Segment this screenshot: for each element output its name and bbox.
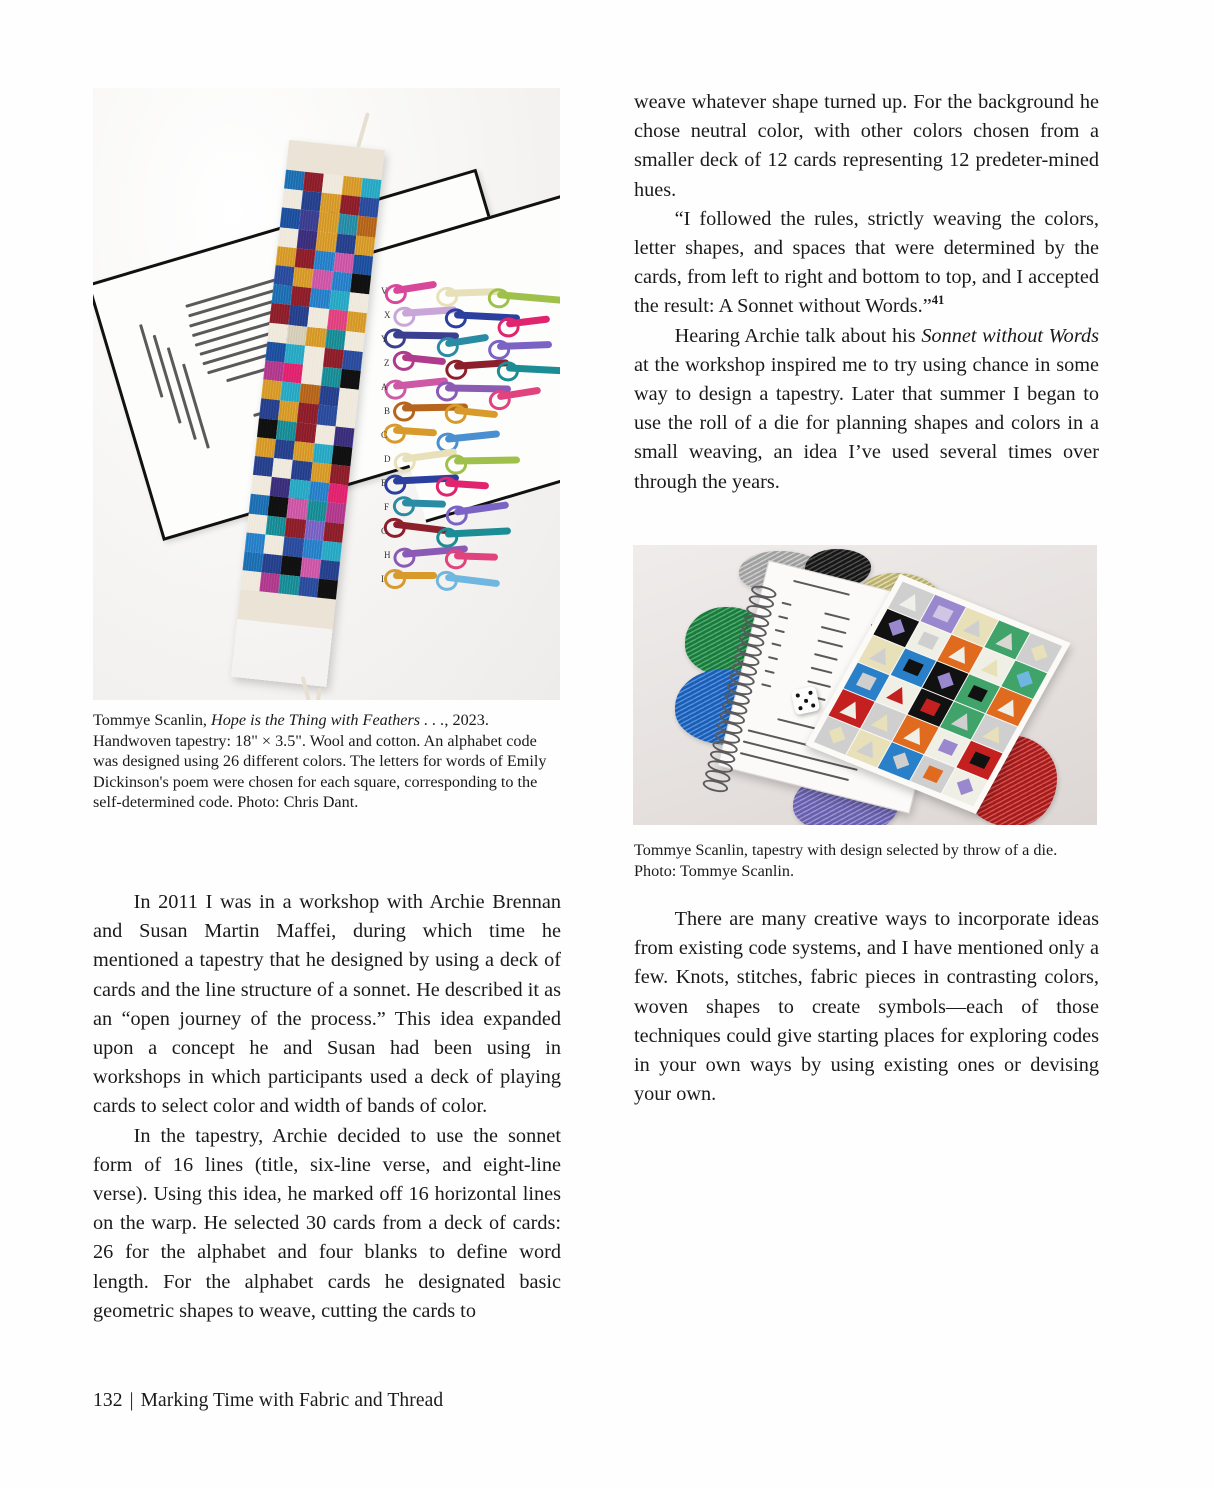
footer-separator: | bbox=[129, 1390, 134, 1411]
dia-motif bbox=[1031, 644, 1048, 661]
tapestry-cell bbox=[286, 324, 307, 345]
sq-motif bbox=[937, 738, 958, 756]
floss-letter-label: B bbox=[384, 406, 391, 416]
tapestry-cell bbox=[346, 312, 367, 333]
tapestry-cell bbox=[323, 522, 344, 543]
tapestry-cell bbox=[278, 227, 299, 248]
floss-letter-label: D bbox=[384, 454, 391, 464]
tapestry-cell bbox=[268, 496, 289, 517]
tapestry-cell bbox=[303, 172, 324, 193]
tapestry-cell bbox=[327, 483, 348, 504]
tapestry-cell bbox=[266, 515, 287, 536]
tapestry-cell bbox=[295, 248, 316, 269]
tapestry-cell bbox=[289, 305, 310, 326]
tapestry-cell bbox=[280, 208, 301, 229]
tapestry-cell bbox=[262, 554, 283, 575]
floss-letter-label: Z bbox=[384, 358, 390, 368]
page-footer bbox=[93, 1388, 443, 1414]
tapestry-cell bbox=[272, 458, 293, 479]
figure-1-photo bbox=[93, 88, 560, 700]
floss-letter-label: X bbox=[384, 310, 391, 320]
tri-motif bbox=[995, 629, 1020, 650]
tri-motif bbox=[871, 711, 896, 732]
tapestry-cell bbox=[282, 363, 303, 384]
caption-title: Hope is the Thing with Feathers . . . bbox=[211, 711, 445, 729]
tapestry-cell bbox=[251, 475, 272, 496]
tapestry-cell bbox=[327, 309, 348, 330]
tapestry-cell bbox=[329, 290, 350, 311]
tri-motif bbox=[950, 710, 975, 731]
par3-lead: Hearing Archie talk about his bbox=[674, 324, 922, 347]
sq-motif bbox=[969, 751, 990, 769]
dia-motif bbox=[828, 727, 845, 744]
tapestry-cell bbox=[342, 350, 363, 371]
tapestry-cell bbox=[312, 443, 333, 464]
tapestry-cell bbox=[291, 286, 312, 307]
tapestry-cell bbox=[284, 170, 305, 191]
tapestry-cell bbox=[249, 494, 270, 515]
tapestry-cell bbox=[335, 407, 356, 428]
tapestry-cell bbox=[255, 437, 276, 458]
tri-motif bbox=[856, 738, 881, 759]
tapestry-cell bbox=[284, 344, 305, 365]
paragraph-many-creative-ways: There are many creative ways to incorporate ideas from existing code systems, and I have mentioned only a few. Knots, stitches, fabric pieces in contrasting colors, woven shapes to create symbols—each of those techniques could give starting places for exploring codes in your own ways by using existing ones or devising your own. bbox=[634, 908, 1099, 1106]
tapestry-cell bbox=[270, 477, 291, 498]
tapestry-cell bbox=[285, 517, 306, 538]
tapestry-cell bbox=[257, 418, 278, 439]
tapestry-cell bbox=[253, 456, 274, 477]
floss-letter-label: I bbox=[381, 574, 384, 584]
dia-motif bbox=[937, 672, 954, 689]
tapestry-cell bbox=[316, 405, 337, 426]
tapestry-cell bbox=[299, 210, 320, 231]
tapestry-cell bbox=[287, 498, 308, 519]
tapestry-cell bbox=[295, 422, 316, 443]
tapestry-cell bbox=[279, 575, 300, 596]
tapestry-cell bbox=[339, 195, 360, 216]
tapestry-cell bbox=[260, 573, 281, 594]
sq-motif bbox=[920, 699, 941, 717]
tapestry-cell bbox=[293, 267, 314, 288]
tapestry-cell bbox=[274, 265, 295, 286]
tapestry-cell bbox=[318, 212, 339, 233]
dia-motif bbox=[888, 619, 905, 636]
floss-letter-label: V bbox=[381, 286, 388, 296]
tri-motif bbox=[903, 724, 928, 745]
tapestry-cell bbox=[240, 571, 261, 592]
caption-rest: , 2023. Handwoven tapestry: 18" × 3.5". Wool and cotton. An alphabet code was designed using 26 different colors. The letters for words of Emily Dickinson's poem were chosen for each square, corresponding to the self-determined code. Photo: Chris Dant. bbox=[93, 711, 547, 812]
tri-motif bbox=[899, 590, 924, 611]
tapestry-cell bbox=[299, 384, 320, 405]
floss-letter-label: H bbox=[384, 550, 391, 560]
tapestry-cell bbox=[297, 403, 318, 424]
tapestry-cell bbox=[354, 235, 375, 256]
tapestry-cell bbox=[338, 388, 359, 409]
tapestry-cell bbox=[264, 534, 285, 555]
tapestry-cell bbox=[325, 329, 346, 350]
floss-letter-label: E bbox=[381, 478, 387, 488]
tapestry-cell bbox=[265, 341, 286, 362]
dia-motif bbox=[892, 753, 909, 770]
floss-skein bbox=[402, 499, 446, 508]
tapestry-cell bbox=[272, 284, 293, 305]
tapestry-cell bbox=[331, 271, 352, 292]
tapestry-cell bbox=[301, 365, 322, 386]
tapestry-cell bbox=[317, 579, 338, 600]
tapestry-cell bbox=[247, 513, 268, 534]
tri-motif bbox=[997, 696, 1022, 717]
tapestry-cell bbox=[337, 214, 358, 235]
tapestry-cell bbox=[300, 558, 321, 579]
figure-2-caption: Tommye Scanlin, tapestry with design selected by throw of a die. Photo: Tommye Scanlin. bbox=[634, 841, 1058, 880]
tapestry-cell bbox=[314, 250, 335, 271]
tapestry-cell bbox=[314, 424, 335, 445]
tapestry-cell bbox=[281, 556, 302, 577]
tapestry-cell bbox=[304, 519, 325, 540]
tapestry-cell bbox=[303, 346, 324, 367]
tapestry-cell bbox=[245, 532, 266, 553]
sq-motif bbox=[918, 632, 939, 650]
quote-text: “I followed the rules, strictly weaving the colors, letter shapes, and spaces that were determined by the cards, from left to right and bottom to top, and I accepted the result: A Sonnet without Words.” bbox=[634, 207, 1099, 318]
tapestry-cell bbox=[321, 367, 342, 388]
tapestry-cell bbox=[293, 441, 314, 462]
floss-letter-label: F bbox=[384, 502, 390, 512]
sq-motif bbox=[933, 605, 954, 623]
tapestry-cell bbox=[276, 246, 297, 267]
tapestry-cell bbox=[280, 382, 301, 403]
tapestry-cell bbox=[283, 537, 304, 558]
tapestry-cell bbox=[333, 252, 354, 273]
tapestry-cell bbox=[352, 254, 373, 275]
tri-motif bbox=[886, 684, 911, 705]
tapestry-cell bbox=[360, 178, 381, 199]
tapestry-cell bbox=[291, 460, 312, 481]
tapestry-cell bbox=[306, 327, 327, 348]
tapestry-cell bbox=[312, 269, 333, 290]
tapestry-cell bbox=[289, 479, 310, 500]
tapestry-cell bbox=[341, 176, 362, 197]
tapestry-cell bbox=[321, 541, 342, 562]
tapestry-cell bbox=[282, 189, 303, 210]
tri-motif bbox=[839, 698, 864, 719]
running-title: Marking Time with Fabric and Thread bbox=[140, 1390, 444, 1411]
page-number: 132 bbox=[93, 1390, 123, 1411]
figure-2-photo bbox=[633, 545, 1097, 825]
tapestry-cell bbox=[320, 193, 341, 214]
caption-artist: Tommye Scanlin, bbox=[93, 711, 212, 729]
tapestry-cell bbox=[298, 577, 319, 598]
tapestry-cell bbox=[310, 288, 331, 309]
tapestry-cell bbox=[319, 560, 340, 581]
tapestry-cell bbox=[322, 174, 343, 195]
tapestry-cell bbox=[348, 292, 369, 313]
tapestry-cell bbox=[302, 539, 323, 560]
floss-letter-label: Y bbox=[381, 334, 388, 344]
footnote-marker-41: 41 bbox=[931, 293, 945, 308]
tapestry-cell bbox=[331, 445, 352, 466]
tapestry-cell bbox=[308, 481, 329, 502]
floss-skein bbox=[454, 456, 520, 464]
figure-1-caption bbox=[93, 710, 553, 813]
tapestry-cell bbox=[329, 464, 350, 485]
tapestry-cell bbox=[316, 231, 337, 252]
sq-motif bbox=[922, 765, 943, 783]
tapestry-cell bbox=[358, 197, 379, 218]
tapestry-cell bbox=[318, 386, 339, 407]
tapestry-cell bbox=[308, 307, 329, 328]
paragraph-sonnet-form: In the tapestry, Archie decided to use the sonnet form of 16 lines (title, six-line verse, and eight-line verse). Using this idea, he marked off 16 horizontal lines on the warp. He selected 30 cards from a deck of cards: 26 for the alphabet and four blanks to define word length. For the alphabet cards he designated basic geometric shapes to weave, cutting the cards to bbox=[93, 1124, 561, 1322]
tri-motif bbox=[948, 643, 973, 664]
right-column-body-lower bbox=[634, 905, 1099, 1109]
tapestry-cell bbox=[276, 420, 297, 441]
sq-motif bbox=[856, 673, 877, 691]
paragraph-workshop-2011: In 2011 I was in a workshop with Archie Brennan and Susan Martin Maffei, during which time he mentioned a tapestry that he designed by using a deck of cards and the line structure of a sonnet. He described it as an “open journey of the process.” This idea expanded upon a concept he and Susan had been using in workshops in which participants used a deck of playing cards to select color and width of bands of color. bbox=[93, 891, 561, 1118]
tapestry-cell bbox=[333, 426, 354, 447]
floss-skein bbox=[393, 572, 437, 579]
left-column-body bbox=[93, 888, 561, 1326]
sq-motif bbox=[967, 685, 988, 703]
tapestry-cell bbox=[310, 462, 331, 483]
floss-letter-label: A bbox=[381, 382, 388, 392]
tapestry-cell bbox=[269, 303, 290, 324]
work-title-sonnet-without-words: Sonnet without Words bbox=[921, 324, 1099, 347]
white-die bbox=[791, 686, 821, 716]
paragraph-followed-rules bbox=[634, 205, 1099, 322]
tapestry-cell bbox=[278, 401, 299, 422]
right-column-body bbox=[634, 88, 1099, 497]
tapestry-cell bbox=[261, 380, 282, 401]
tapestry-cell bbox=[350, 273, 371, 294]
paragraph-hearing-archie bbox=[634, 322, 1099, 497]
tapestry-cell bbox=[297, 229, 318, 250]
tri-motif bbox=[982, 723, 1007, 744]
sq-motif bbox=[903, 659, 924, 677]
par3-rest: at the workshop inspired me to try using chance in some way to design a tapestry. Later that summer I began to use the roll of a die for planning shapes and colors in a small weaving, an idea I’ve used several times over through the years. bbox=[634, 353, 1099, 493]
tri-motif bbox=[980, 656, 1005, 677]
dia-motif bbox=[1016, 671, 1033, 688]
tri-motif bbox=[963, 616, 988, 637]
tapestry-cell bbox=[259, 399, 280, 420]
tapestry-cell bbox=[356, 216, 377, 237]
tri-motif bbox=[869, 644, 894, 665]
tapestry-cell bbox=[340, 369, 361, 390]
tapestry-cell bbox=[301, 191, 322, 212]
tapestry-cell bbox=[344, 331, 365, 352]
tapestry-cell bbox=[267, 322, 288, 343]
tapestry-cell bbox=[335, 233, 356, 254]
tapestry-cell bbox=[242, 551, 263, 572]
paragraph-weave-shape: weave whatever shape turned up. For the background he chose neutral color, with other colors chosen from a smaller deck of 12 cards representing 12 predeter-mined hues. bbox=[634, 91, 1099, 201]
tapestry-cell bbox=[325, 502, 346, 523]
dia-motif bbox=[957, 779, 974, 796]
tapestry-cell bbox=[306, 500, 327, 521]
tapestry-cell bbox=[323, 348, 344, 369]
tapestry-cell bbox=[263, 361, 284, 382]
floss-skein bbox=[454, 552, 498, 561]
tapestry-cell bbox=[274, 439, 295, 460]
floss-letter-label: C bbox=[381, 430, 388, 440]
floss-letter-label: G bbox=[381, 526, 388, 536]
